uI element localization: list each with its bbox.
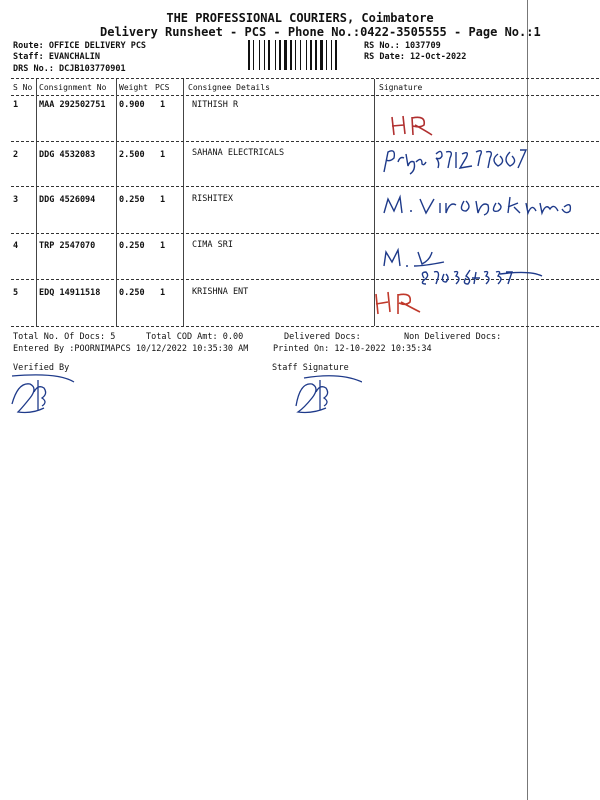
handwritten-signature-row4 bbox=[380, 244, 555, 286]
row-consignment: DDG 4532083 bbox=[39, 150, 96, 160]
row-consignment: MAA 292502751 bbox=[39, 100, 106, 110]
col-header-consignee: Consignee Details bbox=[188, 83, 270, 92]
entered-by: Entered By :POORNIMAPCS 10/12/2022 10:35:30 AM bbox=[13, 344, 249, 354]
rs-number: RS No.: 1037709 bbox=[364, 41, 441, 51]
col-divider bbox=[183, 79, 184, 326]
table-header-rule bbox=[11, 95, 599, 96]
drs-number: DRS No.: DCJB103770901 bbox=[13, 64, 126, 74]
handwritten-signature-row5 bbox=[370, 288, 430, 316]
col-header-consignment: Consignment No bbox=[39, 83, 107, 92]
row-consignment: EDQ 14911518 bbox=[39, 288, 101, 298]
row-consignee: NITHISH R bbox=[192, 100, 239, 110]
verified-by-signature bbox=[8, 374, 78, 418]
row-consignment: DDG 4526094 bbox=[39, 195, 96, 205]
row-weight: 0.250 bbox=[119, 241, 145, 251]
row-pcs: 1 bbox=[160, 150, 166, 160]
row-weight: 0.250 bbox=[119, 288, 145, 298]
staff-signature-mark bbox=[282, 374, 362, 418]
row-sno: 5 bbox=[13, 288, 19, 298]
row-weight: 2.500 bbox=[119, 150, 145, 160]
route-label: Route: OFFICE DELIVERY PCS bbox=[13, 41, 147, 51]
row-consignee: SAHANA ELECTRICALS bbox=[192, 148, 285, 158]
row-sno: 1 bbox=[13, 100, 19, 110]
row-consignment: TRP 2547070 bbox=[39, 241, 96, 251]
verified-by-label: Verified By bbox=[13, 363, 70, 373]
handwritten-signature-row1 bbox=[388, 113, 448, 137]
col-divider bbox=[36, 79, 37, 326]
col-divider bbox=[116, 79, 117, 326]
row-pcs: 1 bbox=[160, 195, 166, 205]
page-edge-line bbox=[527, 0, 528, 800]
rs-date: RS Date: 12-Oct-2022 bbox=[364, 52, 467, 62]
row-pcs: 1 bbox=[160, 288, 166, 298]
row-sno: 4 bbox=[13, 241, 19, 251]
row-weight: 0.900 bbox=[119, 100, 145, 110]
row-consignee: RISHITEX bbox=[192, 194, 233, 204]
barcode-graphic bbox=[248, 40, 358, 70]
row-pcs: 1 bbox=[160, 241, 166, 251]
row-consignee: KRISHNA ENT bbox=[192, 287, 249, 297]
col-header-signature: Signature bbox=[379, 83, 423, 92]
staff-label: Staff: EVANCHALIN bbox=[13, 52, 100, 62]
row-rule bbox=[11, 186, 599, 187]
col-header-weight: Weight bbox=[119, 83, 148, 92]
col-header-sno: S No bbox=[13, 83, 33, 92]
handwritten-signature-row3 bbox=[380, 189, 580, 219]
handwritten-signature-row2 bbox=[380, 140, 550, 176]
staff-signature-label: Staff Signature bbox=[272, 363, 349, 373]
row-rule bbox=[11, 233, 599, 234]
non-delivered-docs: Non Delivered Docs: bbox=[404, 332, 502, 342]
company-title: THE PROFESSIONAL COURIERS, Coimbatore bbox=[166, 11, 434, 25]
runsheet-subtitle: Delivery Runsheet - PCS - Phone No.:0422-3505555 - Page No.:1 bbox=[100, 25, 541, 39]
row-sno: 3 bbox=[13, 195, 19, 205]
delivered-docs: Delivered Docs: bbox=[284, 332, 361, 342]
row-pcs: 1 bbox=[160, 100, 166, 110]
col-header-pcs: PCS bbox=[155, 83, 170, 92]
row-sno: 2 bbox=[13, 150, 19, 160]
table-bottom-rule bbox=[11, 326, 599, 327]
printed-on: Printed On: 12-10-2022 10:35:34 bbox=[273, 344, 432, 354]
total-cod: Total COD Amt: 0.00 bbox=[146, 332, 244, 342]
row-weight: 0.250 bbox=[119, 195, 145, 205]
table-top-rule bbox=[11, 78, 599, 79]
total-docs: Total No. Of Docs: 5 bbox=[13, 332, 116, 342]
row-consignee: CIMA SRI bbox=[192, 240, 233, 250]
